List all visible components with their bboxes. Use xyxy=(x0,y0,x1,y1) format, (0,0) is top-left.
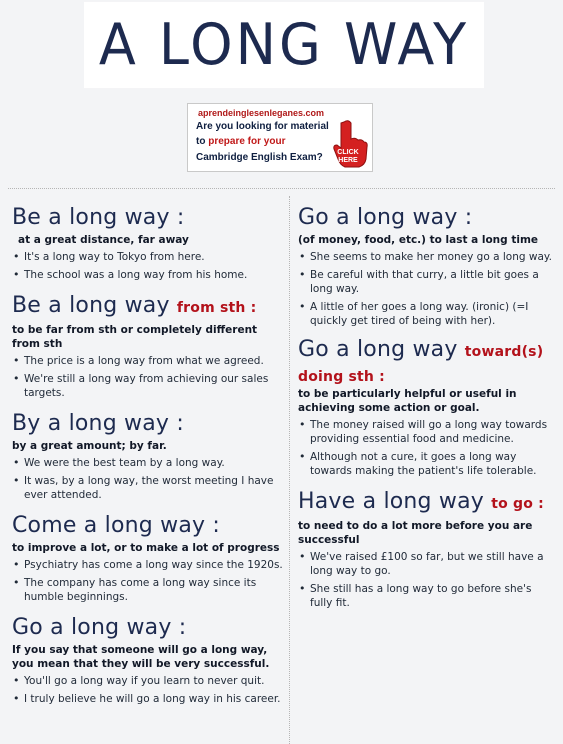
right-column xyxy=(298,198,554,614)
example-item: • A little of her goes a long way. (ironic) (=I quickly get tired of being with her). xyxy=(298,300,554,328)
entry-heading: Go a long way : xyxy=(298,205,473,230)
example-item: • She still has a long way to go before she's fully fit. xyxy=(298,582,554,610)
entry-definition: to need to do a lot more before you are successful xyxy=(298,520,533,546)
entry-go-a-long-way-success xyxy=(12,614,284,706)
example-item: • The price is a long way from what we agreed. xyxy=(12,354,284,368)
horizontal-divider xyxy=(8,188,555,189)
example-item: • You'll go a long way if you learn to never quit. xyxy=(12,674,284,688)
entry-definition: to be particularly helpful or useful in achieving some action or goal. xyxy=(298,388,517,414)
example-item: • We've raised £100 so far, but we still have a long way to go. xyxy=(298,550,554,578)
entry-definition: to improve a lot, or to make a lot of progress xyxy=(12,542,280,554)
entry-go-a-long-way-towards xyxy=(298,336,554,478)
entry-definition: to be far from sth or completely different from sth xyxy=(12,324,258,350)
example-item: • Psychiatry has come a long way since the 1920s. xyxy=(12,558,284,572)
entry-heading: Have a long way to go : xyxy=(298,489,544,514)
page-title: A LONG WAY xyxy=(84,2,484,88)
example-item: • We were the best team by a long way. xyxy=(12,456,284,470)
entry-definition: If you say that someone will go a long way, you mean that they will be very successful. xyxy=(12,644,270,670)
ad-line-2: to prepare for your xyxy=(196,136,286,147)
entry-heading: Come a long way : xyxy=(12,513,221,538)
example-item: • It's a long way to Tokyo from here. xyxy=(12,250,284,264)
ad-site[interactable]: aprendeinglesenleganes.com xyxy=(198,108,325,118)
entry-heading: Be a long way : xyxy=(12,205,185,230)
entry-by-a-long-way xyxy=(12,410,284,502)
entry-heading: Be a long way from sth : xyxy=(12,293,257,318)
example-item: • She seems to make her money go a long way. xyxy=(298,250,554,264)
ad-line-3: Cambridge English Exam? xyxy=(196,152,323,163)
entry-heading: By a long way : xyxy=(12,411,184,436)
left-column xyxy=(12,198,284,710)
entry-be-a-long-way-from-sth xyxy=(12,292,284,400)
entry-come-a-long-way xyxy=(12,512,284,604)
ad-click-label[interactable]: CLICK HERE xyxy=(337,149,359,164)
entry-go-a-long-way-last xyxy=(298,204,554,328)
entry-heading-cont: doing sth : xyxy=(298,369,385,385)
example-item: • I truly believe he will go a long way in his career. xyxy=(12,692,284,706)
ad-line-1: Are you looking for material xyxy=(196,121,329,132)
example-item: • It was, by a long way, the worst meeting I have ever attended. xyxy=(12,474,284,502)
example-item: • The money raised will go a long way towards providing essential food and medicine. xyxy=(298,418,554,446)
example-item: • The company has come a long way since its humble beginnings. xyxy=(12,576,284,604)
example-item: • The school was a long way from his home. xyxy=(12,268,284,282)
entry-heading: Go a long way toward(s) xyxy=(298,337,544,362)
entry-be-a-long-way xyxy=(12,204,284,282)
entry-heading: Go a long way : xyxy=(12,615,187,640)
entry-definition: at a great distance, far away xyxy=(18,234,189,246)
example-item: • Be careful with that curry, a little bit goes a long way. xyxy=(298,268,554,296)
ad-banner[interactable] xyxy=(187,103,373,172)
entry-definition: (of money, food, etc.) to last a long time xyxy=(298,234,539,246)
entry-have-a-long-way-to-go xyxy=(298,488,554,610)
entry-definition: by a great amount; by far. xyxy=(12,440,167,452)
example-item: • We're still a long way from achieving our sales targets. xyxy=(12,372,284,400)
vertical-divider xyxy=(289,196,290,744)
example-item: • Although not a cure, it goes a long way towards making the patient's life tolerable. xyxy=(298,450,554,478)
